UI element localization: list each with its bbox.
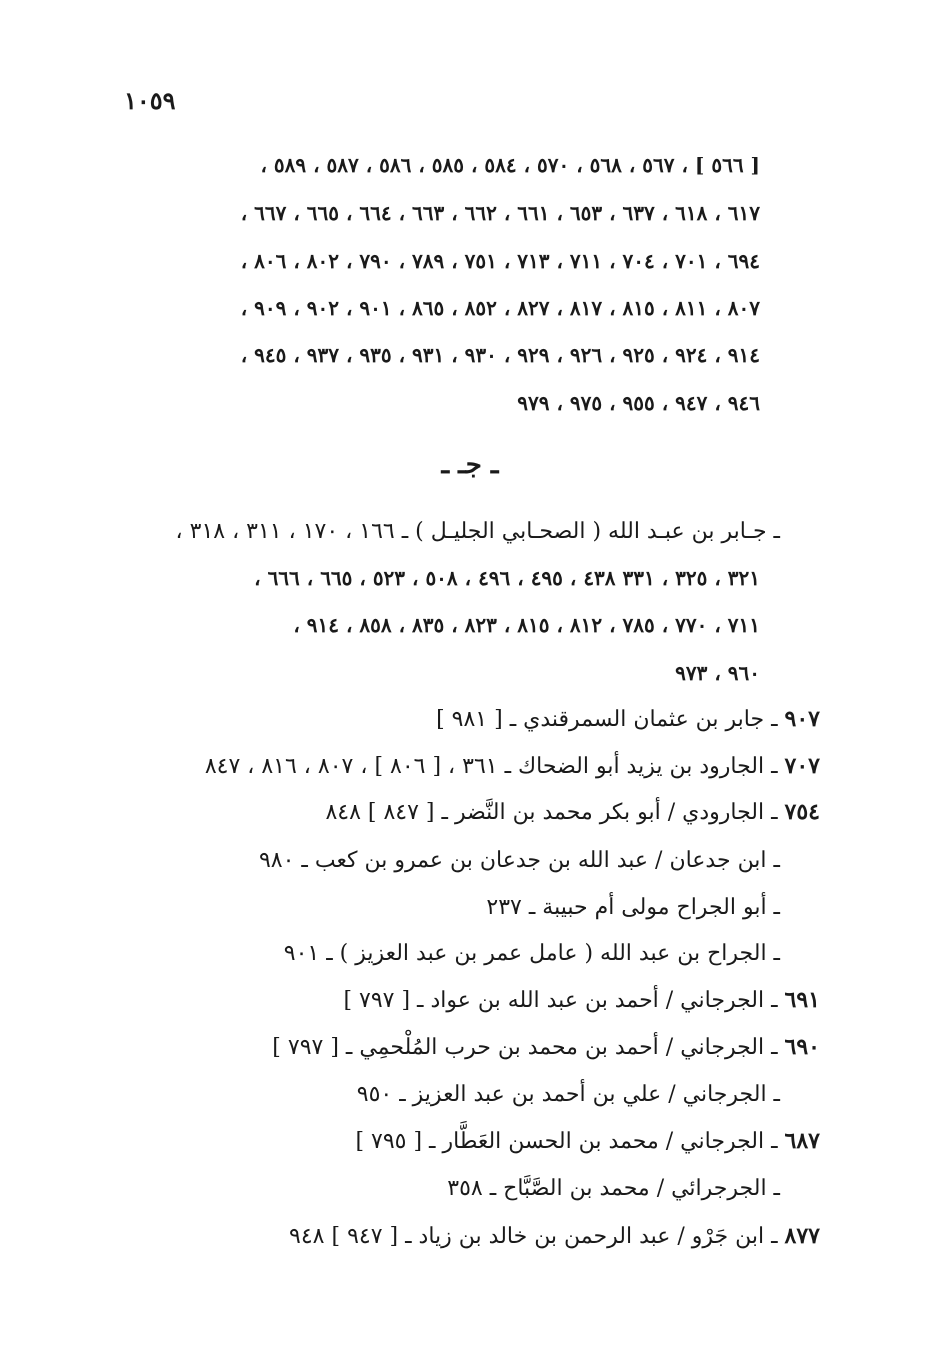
entry-text: ـ الجرجاني / أحمد بن عبد الله بن عواد ـ [ ٧٩٧ ] bbox=[343, 988, 785, 1013]
index-entry bbox=[436, 704, 820, 735]
entry-text: ـ ابن جَرْو / عبد الرحمن بن خالد بن زياد ـ [ ٩٤٧ ] ٩٤٨ bbox=[289, 1224, 785, 1249]
entry-text: ـ أبو الجراح مولى أم حبيبة ـ ٢٣٧ bbox=[486, 895, 780, 920]
index-entry bbox=[272, 1032, 820, 1063]
entry-number: ٩٠٧ bbox=[784, 706, 820, 732]
jabir-entry-line-4: ٩٦٠ ، ٩٧٣ bbox=[675, 661, 760, 685]
index-entry bbox=[343, 985, 820, 1016]
continuation-line-4: ٨٠٧ ، ٨١١ ، ٨١٥ ، ٨١٧ ، ٨٢٧ ، ٨٥٢ ، ٨٦٥ ، ٩٠١ ، ٩٠٢ ، ٩٠٩ ، bbox=[240, 296, 760, 320]
continuation-line-3: ٦٩٤ ، ٧٠١ ، ٧٠٤ ، ٧١١ ، ٧١٣ ، ٧٥١ ، ٧٨٩ ، ٧٩٠ ، ٨٠٢ ، ٨٠٦ ، bbox=[240, 249, 760, 273]
entry-number: ٧٥٤ bbox=[784, 799, 820, 825]
index-entry bbox=[325, 797, 820, 828]
index-entry bbox=[205, 751, 820, 782]
entry-number: ٦٩١ bbox=[784, 987, 820, 1013]
index-entry bbox=[284, 939, 780, 969]
entry-text: ـ الجارودي / أبو بكر محمد بن النَّضر ـ [ ٨٤٧ ] ٨٤٨ bbox=[325, 800, 785, 825]
jabir-entry-line-2: ٣٢١ ، ٣٢٥ ، ٣٣١ ٤٣٨ ، ٤٩٥ ، ٤٩٦ ، ٥٠٨ ، ٥٢٣ ، ٦٦٥ ، ٦٦٦ ، bbox=[254, 566, 760, 590]
index-entry bbox=[289, 1221, 820, 1252]
entry-text: ـ جابر بن عثمان السمرقندي ـ [ ٩٨١ ] bbox=[436, 707, 785, 732]
entry-text: ـ الجارود بن يزيد أبو الضحاك ـ ٣٦١ ، [ ٨٠٦ ] ، ٨٠٧ ، ٨١٦ ، ٨٤٧ bbox=[204, 754, 785, 779]
entry-number: ٨٧٧ bbox=[784, 1223, 820, 1249]
continuation-line-5: ٩١٤ ، ٩٢٤ ، ٩٢٥ ، ٩٢٦ ، ٩٢٩ ، ٩٣٠ ، ٩٣١ ، ٩٣٥ ، ٩٣٧ ، ٩٤٥ ، bbox=[240, 343, 760, 367]
entry-number: ٦٩٠ bbox=[784, 1034, 820, 1060]
entry-number: ٦٨٧ bbox=[784, 1128, 820, 1154]
index-entry bbox=[259, 846, 780, 876]
entry-text: ـ الجرجاني / محمد بن الحسن العَطَّار ـ [ ٧٩٥ ] bbox=[355, 1129, 785, 1154]
entry-text: ـ الجرجاني / أحمد بن محمد بن حرب المُلْحمِي ـ [ ٧٩٧ ] bbox=[272, 1035, 785, 1060]
index-entry bbox=[486, 893, 780, 923]
continuation-line-2: ٦١٧ ، ٦١٨ ، ٦٣٧ ، ٦٥٣ ، ٦٦١ ، ٦٦٢ ، ٦٦٣ ، ٦٦٤ ، ٦٦٥ ، ٦٦٧ ، bbox=[240, 201, 760, 225]
entry-text: ـ الجرجرائي / محمد بن الصَّبَّاح ـ ٣٥٨ bbox=[447, 1176, 780, 1201]
index-entry bbox=[447, 1174, 780, 1204]
section-heading: ـ جـ ـ bbox=[441, 450, 499, 480]
index-entry bbox=[355, 1126, 820, 1157]
continuation-line-6: ٩٤٦ ، ٩٤٧ ، ٩٥٥ ، ٩٧٥ ، ٩٧٩ bbox=[517, 391, 760, 415]
entry-text: ـ ابن جدعان / عبد الله بن جدعان بن عمرو بن كعب ـ ٩٨٠ bbox=[258, 848, 780, 873]
page-number: ١٠٥٩ bbox=[124, 86, 176, 115]
entry-text: ـ الجراح بن عبد الله ( عامل عمر بن عبد العزيز ) ـ ٩٠١ bbox=[283, 941, 780, 966]
entry-number: ٧٠٧ bbox=[784, 753, 820, 779]
continuation-line-1: [ ٥٦٦ ] ، ٥٦٧ ، ٥٦٨ ، ٥٧٠ ، ٥٨٤ ، ٥٨٥ ، ٥٨٦ ، ٥٨٧ ، ٥٨٩ ، bbox=[260, 153, 760, 177]
index-entry bbox=[357, 1080, 780, 1110]
jabir-entry-line-1: ـ جـابر بن عبـد الله ( الصحـابي الجليـل ) ـ ١٦٦ ، ١٧٠ ، ٣١١ ، ٣١٨ ، bbox=[175, 519, 780, 544]
entry-text: ـ الجرجاني / علي بن أحمد بن عبد العزيز ـ ٩٥٠ bbox=[356, 1082, 780, 1107]
jabir-entry-line-3: ٧١١ ، ٧٧٠ ، ٧٨٥ ، ٨١٢ ، ٨١٥ ، ٨٢٣ ، ٨٣٥ ، ٨٥٨ ، ٩١٤ ، bbox=[293, 613, 760, 637]
